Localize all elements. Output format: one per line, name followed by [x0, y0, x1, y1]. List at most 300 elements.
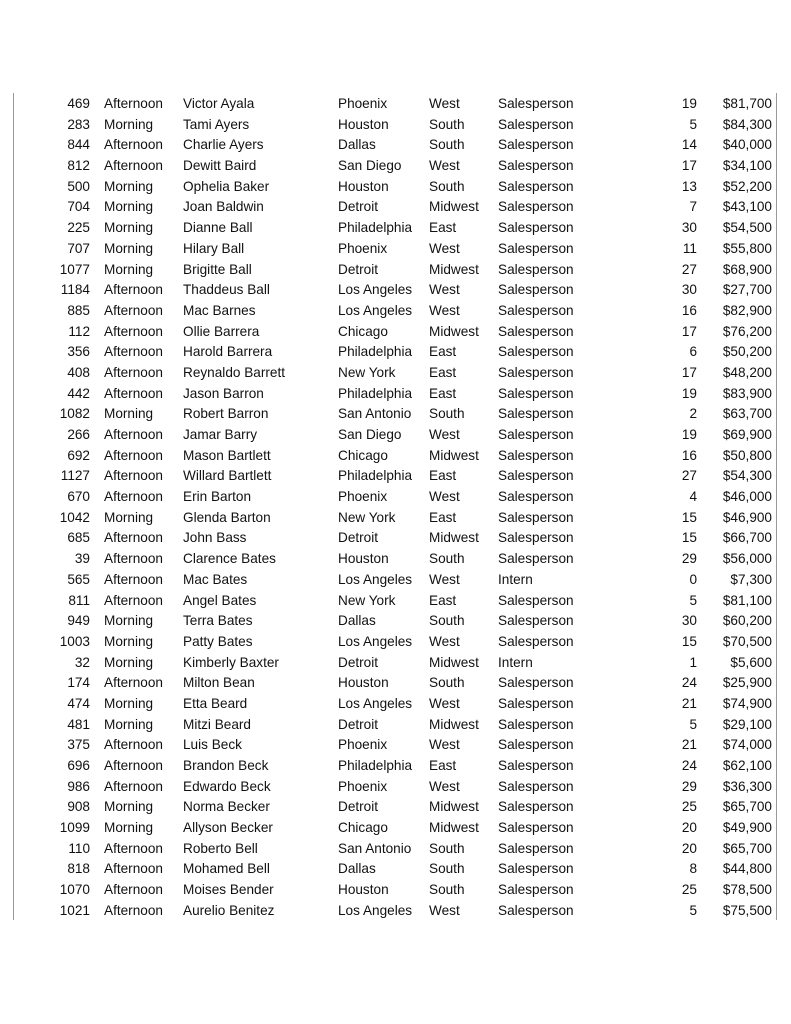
employee-id-cell: 1070	[59, 882, 90, 898]
salary-cell: $60,200	[722, 613, 772, 629]
employee-name-cell: Milton Bean	[183, 675, 255, 691]
years-cell: 15	[681, 633, 697, 649]
salary-cell: $55,800	[722, 240, 772, 256]
table-row	[0, 94, 791, 115]
role-cell: Salesperson	[498, 695, 574, 711]
region-cell: West	[429, 695, 460, 711]
role-cell: Salesperson	[498, 427, 574, 442]
employee-id-cell: 707	[67, 240, 90, 256]
employee-table	[0, 94, 791, 922]
salary-cell: $82,900	[722, 302, 772, 318]
employee-name-cell: Ophelia Baker	[183, 178, 270, 194]
city-cell: Philadelphia	[338, 385, 413, 401]
region-cell: Midwest	[429, 716, 479, 732]
employee-name-cell: Luis Beck	[183, 737, 242, 753]
region-cell: Midwest	[429, 323, 479, 339]
table-row	[0, 301, 791, 322]
salary-cell: $44,800	[722, 861, 772, 877]
shift-cell: Morning	[104, 654, 154, 670]
role-cell: Intern	[498, 571, 533, 587]
shift-cell: Afternoon	[104, 551, 163, 567]
table-row	[0, 466, 791, 487]
years-cell: 20	[681, 840, 697, 856]
shift-cell: Afternoon	[104, 778, 163, 794]
shift-cell: Morning	[104, 240, 154, 256]
employee-id-cell: 844	[67, 137, 90, 153]
table-row	[0, 611, 791, 632]
salary-cell: $5,600	[730, 654, 772, 670]
shift-cell: Morning	[104, 820, 154, 836]
city-cell: Houston	[338, 882, 389, 898]
salary-cell: $74,000	[722, 737, 772, 753]
city-cell: Philadelphia	[338, 468, 413, 484]
employee-id-cell: 565	[67, 571, 90, 587]
salary-cell: $40,000	[722, 137, 772, 153]
years-cell: 5	[689, 716, 697, 732]
employee-id-cell: 174	[67, 675, 90, 691]
employee-name-cell: Patty Bates	[183, 633, 253, 649]
table-row	[0, 260, 791, 281]
shift-cell: Morning	[104, 406, 154, 422]
years-cell: 6	[689, 344, 697, 360]
city-cell: New York	[338, 364, 396, 380]
role-cell: Salesperson	[498, 240, 574, 256]
years-cell: 17	[681, 323, 697, 339]
shift-cell: Morning	[104, 116, 154, 132]
region-cell: Midwest	[429, 799, 479, 815]
city-cell: Dallas	[338, 613, 376, 629]
employee-id-cell: 818	[67, 861, 90, 877]
salary-cell: $52,200	[722, 178, 772, 194]
salary-cell: $25,900	[722, 675, 772, 691]
region-cell: Midwest	[429, 199, 479, 215]
region-cell: South	[429, 137, 465, 153]
employee-id-cell: 986	[67, 778, 90, 794]
years-cell: 19	[681, 385, 697, 401]
region-cell: East	[429, 758, 457, 773]
employee-name-cell: Charlie Ayers	[183, 137, 264, 153]
years-cell: 24	[681, 675, 697, 691]
role-cell: Salesperson	[498, 220, 574, 236]
table-row	[0, 384, 791, 405]
employee-id-cell: 266	[67, 427, 90, 442]
years-cell: 30	[681, 220, 697, 236]
city-cell: Phoenix	[338, 96, 388, 111]
region-cell: South	[429, 675, 465, 691]
region-cell: West	[429, 282, 460, 298]
employee-name-cell: Mitzi Beard	[183, 716, 251, 732]
region-cell: West	[429, 902, 460, 918]
table-row	[0, 735, 791, 756]
employee-name-cell: Mason Bartlett	[183, 447, 271, 463]
employee-name-cell: Victor Ayala	[183, 96, 255, 111]
role-cell: Salesperson	[498, 199, 574, 215]
salary-cell: $65,700	[722, 799, 772, 815]
shift-cell: Afternoon	[104, 489, 163, 505]
role-cell: Salesperson	[498, 716, 574, 732]
city-cell: San Diego	[338, 427, 402, 442]
shift-cell: Morning	[104, 695, 154, 711]
table-row	[0, 901, 791, 922]
table-row	[0, 363, 791, 384]
years-cell: 11	[682, 240, 697, 256]
table-row	[0, 239, 791, 260]
salary-cell: $46,000	[722, 489, 772, 505]
city-cell: Houston	[338, 551, 389, 567]
role-cell: Salesperson	[498, 344, 574, 360]
region-cell: Midwest	[429, 530, 479, 546]
years-cell: 8	[689, 861, 697, 877]
role-cell: Salesperson	[498, 158, 574, 174]
role-cell: Salesperson	[498, 137, 574, 153]
role-cell: Salesperson	[498, 840, 574, 856]
employee-name-cell: Aurelio Benitez	[183, 902, 275, 918]
shift-cell: Afternoon	[104, 323, 163, 339]
table-row	[0, 218, 791, 239]
region-cell: Midwest	[429, 654, 479, 670]
salary-cell: $62,100	[722, 758, 772, 773]
city-cell: Detroit	[338, 716, 379, 732]
years-cell: 25	[681, 882, 697, 898]
role-cell: Salesperson	[498, 613, 574, 629]
shift-cell: Afternoon	[104, 364, 163, 380]
region-cell: South	[429, 882, 465, 898]
city-cell: Phoenix	[338, 240, 388, 256]
table-row	[0, 404, 791, 425]
city-cell: Detroit	[338, 530, 379, 546]
shift-cell: Afternoon	[104, 840, 163, 856]
employee-name-cell: Brandon Beck	[183, 758, 269, 773]
shift-cell: Morning	[104, 178, 154, 194]
employee-id-cell: 685	[67, 530, 90, 546]
region-cell: West	[429, 571, 460, 587]
salary-cell: $81,100	[722, 592, 772, 608]
role-cell: Salesperson	[498, 592, 574, 608]
shift-cell: Afternoon	[104, 282, 163, 298]
employee-name-cell: Harold Barrera	[183, 344, 273, 360]
shift-cell: Afternoon	[104, 137, 163, 153]
role-cell: Salesperson	[498, 447, 574, 463]
table-row	[0, 508, 791, 529]
table-row	[0, 197, 791, 218]
city-cell: Philadelphia	[338, 758, 413, 773]
role-cell: Salesperson	[498, 96, 574, 111]
city-cell: Los Angeles	[338, 695, 413, 711]
shift-cell: Afternoon	[104, 468, 163, 484]
table-row	[0, 446, 791, 467]
years-cell: 17	[681, 364, 697, 380]
salary-cell: $54,500	[722, 220, 772, 236]
years-cell: 14	[681, 137, 697, 153]
role-cell: Salesperson	[498, 178, 574, 194]
shift-cell: Afternoon	[104, 882, 163, 898]
shift-cell: Morning	[104, 220, 154, 236]
city-cell: Houston	[338, 178, 389, 194]
city-cell: Philadelphia	[338, 220, 413, 236]
role-cell: Salesperson	[498, 261, 574, 277]
employee-id-cell: 1003	[59, 633, 90, 649]
shift-cell: Afternoon	[104, 158, 163, 174]
table-row	[0, 673, 791, 694]
region-cell: South	[429, 406, 465, 422]
shift-cell: Morning	[104, 799, 154, 815]
table-row	[0, 528, 791, 549]
shift-cell: Afternoon	[104, 592, 163, 608]
region-cell: Midwest	[429, 820, 479, 836]
years-cell: 25	[681, 799, 697, 815]
salary-cell: $69,900	[722, 427, 772, 442]
years-cell: 15	[681, 530, 697, 546]
employee-name-cell: Joan Baldwin	[183, 199, 264, 215]
shift-cell: Afternoon	[104, 427, 163, 442]
employee-id-cell: 39	[74, 551, 90, 567]
salary-cell: $63,700	[722, 406, 772, 422]
shift-cell: Afternoon	[104, 737, 163, 753]
employee-name-cell: Reynaldo Barrett	[183, 364, 286, 380]
years-cell: 24	[681, 758, 697, 773]
city-cell: Chicago	[338, 820, 388, 836]
salary-cell: $54,300	[722, 468, 772, 484]
years-cell: 5	[689, 592, 697, 608]
employee-name-cell: Brigitte Ball	[183, 261, 252, 277]
employee-id-cell: 32	[74, 654, 90, 670]
city-cell: Dallas	[338, 861, 376, 877]
employee-id-cell: 812	[67, 158, 90, 174]
employee-name-cell: Jason Barron	[183, 385, 264, 401]
employee-id-cell: 949	[67, 613, 90, 629]
shift-cell: Afternoon	[104, 302, 163, 318]
employee-id-cell: 225	[67, 220, 90, 236]
table-row	[0, 115, 791, 136]
table-row	[0, 797, 791, 818]
shift-cell: Morning	[104, 261, 154, 277]
city-cell: Los Angeles	[338, 302, 413, 318]
employee-id-cell: 908	[67, 799, 90, 815]
region-cell: East	[429, 468, 457, 484]
city-cell: New York	[338, 509, 396, 525]
role-cell: Salesperson	[498, 116, 574, 132]
role-cell: Salesperson	[498, 675, 574, 691]
region-cell: East	[429, 385, 457, 401]
city-cell: Detroit	[338, 799, 379, 815]
employee-id-cell: 692	[67, 447, 90, 463]
table-row	[0, 818, 791, 839]
region-cell: West	[429, 240, 460, 256]
salary-cell: $36,300	[722, 778, 772, 794]
employee-name-cell: Kimberly Baxter	[183, 654, 279, 670]
table-row	[0, 632, 791, 653]
table-row	[0, 715, 791, 736]
city-cell: Los Angeles	[338, 571, 413, 587]
employee-id-cell: 1042	[59, 509, 90, 525]
salary-cell: $49,900	[722, 820, 772, 836]
years-cell: 17	[681, 158, 697, 174]
employee-id-cell: 811	[68, 592, 90, 608]
years-cell: 1	[689, 654, 697, 670]
years-cell: 29	[681, 778, 697, 794]
salary-cell: $56,000	[722, 551, 772, 567]
role-cell: Salesperson	[498, 778, 574, 794]
table-row	[0, 280, 791, 301]
city-cell: Chicago	[338, 323, 388, 339]
region-cell: West	[429, 778, 460, 794]
region-cell: West	[429, 96, 460, 111]
employee-id-cell: 500	[67, 178, 90, 194]
shift-cell: Afternoon	[104, 96, 163, 111]
salary-cell: $50,800	[722, 447, 772, 463]
shift-cell: Afternoon	[104, 902, 163, 918]
employee-name-cell: Angel Bates	[183, 592, 257, 608]
years-cell: 7	[689, 199, 697, 215]
region-cell: Midwest	[429, 447, 479, 463]
employee-id-cell: 1184	[60, 282, 90, 298]
table-row	[0, 135, 791, 156]
years-cell: 2	[689, 406, 697, 422]
salary-cell: $74,900	[722, 695, 772, 711]
employee-name-cell: Etta Beard	[183, 695, 248, 711]
region-cell: West	[429, 302, 460, 318]
region-cell: East	[429, 344, 457, 360]
city-cell: Philadelphia	[338, 344, 413, 360]
city-cell: Dallas	[338, 137, 376, 153]
employee-id-cell: 442	[67, 385, 90, 401]
table-row	[0, 156, 791, 177]
employee-name-cell: Moises Bender	[183, 882, 274, 898]
years-cell: 13	[681, 178, 697, 194]
salary-cell: $81,700	[722, 96, 772, 111]
region-cell: South	[429, 613, 465, 629]
employee-id-cell: 1082	[59, 406, 90, 422]
salary-cell: $68,900	[722, 261, 772, 277]
years-cell: 27	[681, 468, 697, 484]
salary-cell: $83,900	[722, 385, 772, 401]
region-cell: East	[429, 220, 457, 236]
employee-id-cell: 1099	[59, 820, 90, 836]
shift-cell: Afternoon	[104, 571, 163, 587]
employee-id-cell: 670	[67, 489, 90, 505]
city-cell: New York	[338, 592, 396, 608]
region-cell: West	[429, 489, 460, 505]
table-row	[0, 880, 791, 901]
city-cell: Los Angeles	[338, 902, 413, 918]
role-cell: Salesperson	[498, 530, 574, 546]
employee-name-cell: Norma Becker	[183, 799, 270, 815]
role-cell: Salesperson	[498, 364, 574, 380]
city-cell: Los Angeles	[338, 633, 413, 649]
years-cell: 5	[689, 902, 697, 918]
role-cell: Salesperson	[498, 882, 574, 898]
city-cell: Houston	[338, 675, 389, 691]
shift-cell: Morning	[104, 633, 154, 649]
salary-cell: $43,100	[722, 199, 772, 215]
years-cell: 30	[681, 613, 697, 629]
role-cell: Salesperson	[498, 468, 574, 484]
salary-cell: $29,100	[722, 716, 772, 732]
employee-id-cell: 469	[67, 96, 90, 111]
employee-id-cell: 110	[68, 840, 90, 856]
years-cell: 27	[681, 261, 697, 277]
role-cell: Salesperson	[498, 633, 574, 649]
employee-name-cell: Clarence Bates	[183, 551, 276, 567]
employee-name-cell: Robert Barron	[183, 406, 269, 422]
table-row	[0, 777, 791, 798]
city-cell: Phoenix	[338, 489, 388, 505]
region-cell: East	[429, 364, 457, 380]
salary-cell: $7,300	[730, 571, 772, 587]
role-cell: Salesperson	[498, 820, 574, 836]
employee-name-cell: Edwardo Beck	[183, 778, 271, 794]
role-cell: Salesperson	[498, 385, 574, 401]
years-cell: 5	[689, 116, 697, 132]
table-row	[0, 653, 791, 674]
salary-cell: $48,200	[722, 364, 772, 380]
region-cell: South	[429, 861, 465, 877]
employee-name-cell: Jamar Barry	[183, 427, 258, 442]
region-cell: East	[429, 509, 457, 525]
role-cell: Salesperson	[498, 758, 574, 773]
employee-id-cell: 885	[67, 302, 90, 318]
employee-id-cell: 704	[67, 199, 90, 215]
employee-id-cell: 356	[67, 344, 90, 360]
salary-cell: $70,500	[722, 633, 772, 649]
employee-name-cell: Hilary Ball	[183, 240, 245, 256]
years-cell: 15	[681, 509, 697, 525]
city-cell: Houston	[338, 116, 389, 132]
years-cell: 19	[681, 427, 697, 442]
city-cell: Los Angeles	[338, 282, 413, 298]
years-cell: 20	[681, 820, 697, 836]
region-cell: Midwest	[429, 261, 479, 277]
employee-id-cell: 481	[67, 716, 90, 732]
employee-id-cell: 1021	[59, 902, 90, 918]
employee-name-cell: Roberto Bell	[183, 840, 258, 856]
role-cell: Salesperson	[498, 406, 574, 422]
role-cell: Salesperson	[498, 737, 574, 753]
shift-cell: Afternoon	[104, 447, 163, 463]
years-cell: 21	[681, 737, 697, 753]
region-cell: West	[429, 633, 460, 649]
role-cell: Intern	[498, 654, 533, 670]
employee-id-cell: 474	[67, 695, 90, 711]
shift-cell: Afternoon	[104, 861, 163, 877]
years-cell: 16	[681, 302, 697, 318]
employee-name-cell: Glenda Barton	[183, 509, 271, 525]
region-cell: South	[429, 178, 465, 194]
employee-name-cell: Willard Bartlett	[183, 468, 272, 484]
salary-cell: $78,500	[722, 882, 772, 898]
role-cell: Salesperson	[498, 509, 574, 525]
salary-cell: $65,700	[722, 840, 772, 856]
table-row	[0, 549, 791, 570]
years-cell: 21	[681, 695, 697, 711]
employee-id-cell: 1077	[59, 261, 90, 277]
employee-name-cell: Allyson Becker	[183, 820, 273, 836]
shift-cell: Afternoon	[104, 675, 163, 691]
table-row	[0, 839, 791, 860]
region-cell: West	[429, 427, 460, 442]
role-cell: Salesperson	[498, 302, 574, 318]
role-cell: Salesperson	[498, 902, 574, 918]
table-row	[0, 591, 791, 612]
employee-id-cell: 283	[67, 116, 90, 132]
shift-cell: Morning	[104, 716, 154, 732]
salary-cell: $34,100	[722, 158, 772, 174]
shift-cell: Morning	[104, 199, 154, 215]
role-cell: Salesperson	[498, 861, 574, 877]
role-cell: Salesperson	[498, 799, 574, 815]
years-cell: 29	[681, 551, 697, 567]
table-row	[0, 756, 791, 777]
